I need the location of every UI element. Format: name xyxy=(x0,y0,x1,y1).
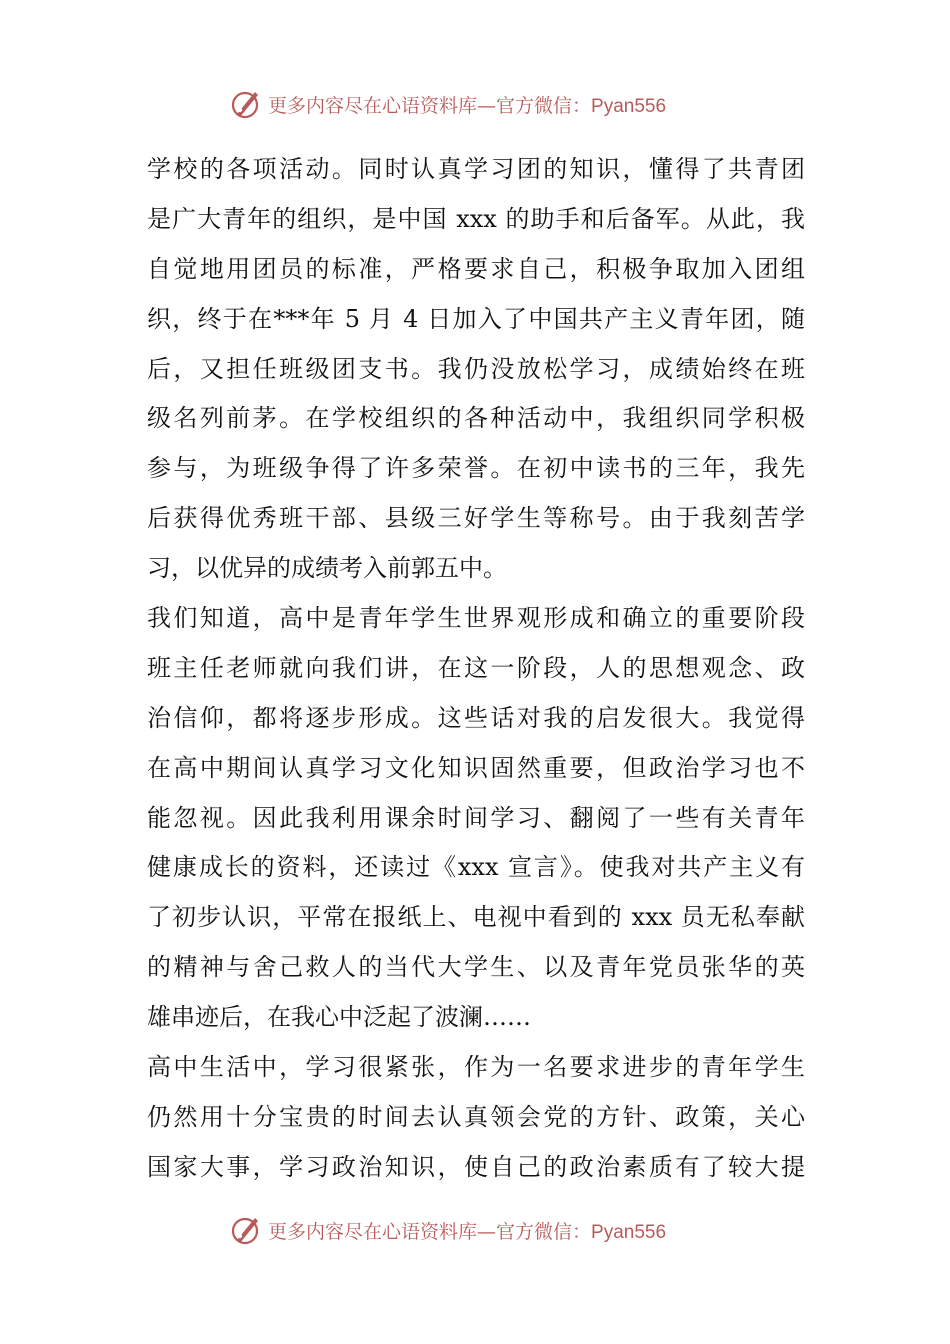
pen-circle-logo-icon xyxy=(228,1212,264,1248)
text-line-16: 了初步认识，平常在报纸上、电视中看到的 xxx 员无私奉献 xyxy=(147,903,805,932)
text-line-5: 后，又担任班级团支书。我仍没放松学习，成绩始终在班 xyxy=(147,354,805,383)
text-line-19: 高中生活中，学习很紧张，作为一名要求进步的青年学生 xyxy=(147,1053,805,1082)
text-line-18: 雄串迹后，在我心中泛起了波澜…… xyxy=(147,1003,531,1032)
text-line-13: 在高中期间认真学习文化知识固然重要，但政治学习也不 xyxy=(147,753,805,782)
text-line-2: 是广大青年的组织，是中国 xxx 的助手和后备军。从此，我 xyxy=(147,204,805,233)
text-line-21: 国家大事，学习政治知识，使自己的政治素质有了较大提 xyxy=(147,1152,805,1181)
footer-banner xyxy=(228,1210,748,1250)
text-line-9: 习，以优异的成绩考入前郭五中。 xyxy=(147,554,507,583)
text-line-15: 健康成长的资料，还读过《xxx 宣言》。使我对共产主义有 xyxy=(147,853,805,882)
header-banner-wechat: Pyan556 xyxy=(591,95,667,117)
footer-banner-wechat: Pyan556 xyxy=(591,1221,667,1243)
text-line-1: 学校的各项活动。同时认真学习团的知识，懂得了共青团 xyxy=(147,155,805,183)
pen-circle-logo-icon xyxy=(228,86,264,122)
text-line-8: 后获得优秀班干部、县级三好学生等称号。由于我刻苦学 xyxy=(147,504,805,533)
text-line-11: 班主任老师就向我们讲，在这一阶段，人的思想观念、政 xyxy=(147,653,805,682)
document-body xyxy=(147,145,805,1193)
text-line-4: 织，终于在***年 5 月 4 日加入了中国共产主义青年团，随 xyxy=(147,304,805,333)
header-banner-text xyxy=(268,91,666,118)
text-line-7: 参与，为班级争得了许多荣誉。在初中读书的三年，我先 xyxy=(147,454,805,483)
header-banner-label: 更多内容尽在心语资料库—官方微信： xyxy=(268,94,592,117)
text-line-17: 的精神与舍己救人的当代大学生、以及青年党员张华的英 xyxy=(147,953,805,982)
text-line-12: 治信仰，都将逐步形成。这些话对我的启发很大。我觉得 xyxy=(147,703,805,732)
text-line-6: 级名列前茅。在学校组织的各种活动中，我组织同学积极 xyxy=(147,404,805,433)
text-line-14: 能忽视。因此我利用课余时间学习、翻阅了一些有关青年 xyxy=(147,803,805,832)
footer-banner-label: 更多内容尽在心语资料库—官方微信： xyxy=(268,1220,592,1243)
header-banner xyxy=(228,84,748,124)
footer-banner-text xyxy=(268,1217,666,1244)
text-line-20: 仍然用十分宝贵的时间去认真领会党的方针、政策，关心 xyxy=(147,1102,805,1131)
text-line-3: 自觉地用团员的标准，严格要求自己，积极争取加入团组 xyxy=(147,254,805,283)
text-line-10: 我们知道，高中是青年学生世界观形成和确立的重要阶段 xyxy=(147,604,805,633)
